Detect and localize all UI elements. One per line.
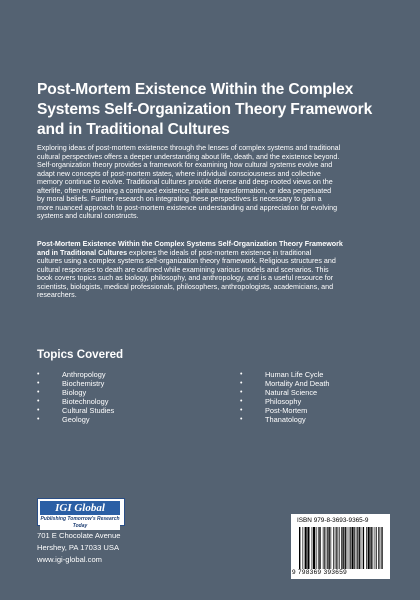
address-city: Hershey, PA 17033 USA: [37, 543, 120, 552]
topic-item: [240, 379, 395, 388]
description-paragraph: [37, 144, 387, 221]
summary-text: explores the ideals of post-mortem existence in traditional: [127, 248, 312, 257]
barcode-bar: [318, 527, 319, 569]
barcode-bar: [347, 527, 348, 569]
topics-list-right: [240, 370, 395, 424]
topic-item: [37, 379, 192, 388]
barcode-bar: [370, 527, 371, 569]
logo-tagline: Publishing Tomorrow's Research Today: [40, 516, 120, 529]
description-line: cultural perspectives offers a deeper understanding about life, death, and the existence beyond.: [37, 152, 340, 161]
summary-line: [37, 240, 387, 249]
bullet-icon: •: [37, 416, 40, 423]
barcode-bar: [338, 527, 339, 569]
barcode-bar: [328, 527, 329, 569]
topic-item: [37, 415, 192, 424]
description-line: more nuanced approach to post-mortem existence understanding and appreciation for evolving: [37, 203, 338, 212]
address-street: 701 E Chocolate Avenue: [37, 531, 121, 540]
barcode-bar: [354, 527, 355, 569]
barcode-bar: [363, 527, 364, 569]
publisher-website: www.igi-global.com: [37, 555, 102, 564]
topic-item: [37, 397, 192, 406]
barcode-box: [291, 514, 390, 579]
bullet-icon: •: [37, 407, 40, 414]
barcode-bar: [316, 527, 317, 569]
barcode-bar: [299, 527, 300, 569]
topic-item: [240, 415, 395, 424]
topic-item: [240, 397, 395, 406]
barcode-bar: [303, 527, 304, 569]
barcode-bar: [361, 527, 362, 569]
topic-label: Mortality And Death: [265, 379, 330, 388]
summary-line: researchers.: [37, 291, 77, 300]
summary-line: cultural responses to death are outlined while examining various models and scenarios. This: [37, 265, 329, 274]
barcode-bar: [307, 527, 309, 569]
summary-bold-title: Post-Mortem Existence Within the Complex Systems Self-Organization Theory Framework: [37, 240, 343, 248]
bullet-icon: •: [240, 398, 243, 405]
isbn-label: ISBN 979-8-3693-9365-9: [297, 517, 369, 524]
bullet-icon: •: [240, 371, 243, 378]
barcode-bar: [345, 527, 346, 569]
topic-item: [240, 388, 395, 397]
topic-label: Natural Science: [265, 388, 318, 397]
barcode-icon: [299, 527, 383, 569]
barcode-bar: [342, 527, 343, 569]
topic-label: Thanatology: [265, 415, 306, 424]
barcode-bar: [313, 527, 315, 569]
barcode-bar: [380, 527, 381, 569]
barcode-bar: [352, 527, 354, 569]
barcode-digits: 9 798369 393659: [292, 569, 348, 576]
topics-list-left: [37, 370, 192, 424]
summary-bold-title: and in Traditional Cultures: [37, 248, 128, 257]
barcode-bar: [357, 527, 358, 569]
title-line: and in Traditional Cultures: [37, 121, 230, 138]
barcode-bar: [378, 527, 379, 569]
topic-item: [240, 370, 395, 379]
topic-label: Anthropology: [62, 370, 106, 379]
publisher-address: [37, 530, 120, 566]
barcode-bar: [323, 527, 324, 569]
barcode-bar: [382, 527, 383, 569]
barcode-bar: [349, 527, 350, 569]
barcode-bar: [336, 527, 337, 569]
barcode-bar: [368, 527, 370, 569]
barcode-bar: [312, 527, 313, 569]
publisher-logo: [37, 498, 125, 529]
topic-label: Philosophy: [265, 397, 302, 406]
bullet-icon: •: [240, 380, 243, 387]
topic-item: [240, 406, 395, 415]
description-line: systems and cultural constructs.: [37, 212, 139, 221]
topic-label: Post-Mortem: [265, 406, 308, 415]
bullet-icon: •: [37, 380, 40, 387]
summary-line: book covers topics such as biology, philosophy, and anthropology, and is a useful resource for: [37, 274, 334, 283]
barcode-bar: [350, 527, 351, 569]
title-line: Systems Self-Organization Theory Framework: [37, 101, 373, 118]
barcode-bar: [339, 527, 340, 569]
barcode-bar: [366, 527, 367, 569]
description-line: by moral beliefs. Further research on integrating these perspectives is necessary to gain a: [37, 195, 322, 204]
topic-label: Biology: [62, 388, 87, 397]
barcode-bar: [305, 527, 307, 569]
barcode-bar: [375, 527, 376, 569]
barcode-bar: [376, 527, 377, 569]
barcode-bar: [356, 527, 357, 569]
barcode-bar: [335, 527, 336, 569]
bullet-icon: •: [240, 407, 243, 414]
book-title: [37, 80, 387, 140]
description-line: afterlife, often envisioning a continued existence, spiritual transformation, or idea perpetuated: [37, 186, 332, 195]
barcode-bar: [381, 527, 382, 569]
topic-label: Human Life Cycle: [265, 370, 324, 379]
summary-line: [37, 249, 387, 258]
summary-line: scientists, biologists, medical professionals, philosophers, anthropologists, academicians, and: [37, 282, 334, 291]
barcode-bar: [359, 527, 360, 569]
logo-name: IGI Global: [40, 501, 120, 515]
bullet-icon: •: [37, 371, 40, 378]
barcode-bar: [341, 527, 342, 569]
topics-heading: Topics Covered: [37, 348, 124, 361]
title-line: Post-Mortem Existence Within the Complex: [37, 81, 354, 98]
description-line: adapt new concepts of post-mortem states, where individual consciousness and collective: [37, 169, 321, 178]
barcode-bar: [331, 527, 332, 569]
barcode-bar: [326, 527, 327, 569]
topic-label: Geology: [62, 415, 90, 424]
topic-label: Cultural Studies: [62, 406, 115, 415]
topic-item: [37, 388, 192, 397]
summary-line: cultures using a complex systems self-organization theory framework. Religious structures and: [37, 257, 336, 266]
summary-paragraph: [37, 240, 387, 300]
barcode-bar: [373, 527, 374, 569]
barcode-bar: [333, 527, 334, 569]
topic-item: [37, 406, 192, 415]
barcode-bar: [327, 527, 328, 569]
bullet-icon: •: [240, 389, 243, 396]
topic-label: Biochemistry: [62, 379, 105, 388]
bullet-icon: •: [240, 416, 243, 423]
description-line: memory continue to evolve. Traditional cultures provide diverse and deep-rooted views on the: [37, 178, 333, 187]
bullet-icon: •: [37, 398, 40, 405]
barcode-bar: [324, 527, 325, 569]
description-line: Exploring ideas of post-mortem existence through the lenses of complex systems and traditional: [37, 144, 341, 152]
barcode-bar: [319, 527, 320, 569]
topic-label: Biotechnology: [62, 397, 109, 406]
bullet-icon: •: [37, 389, 40, 396]
topic-item: [37, 370, 192, 379]
description-line: Self-organization theory provides a framework for examining how cultural systems evolve and: [37, 161, 333, 170]
